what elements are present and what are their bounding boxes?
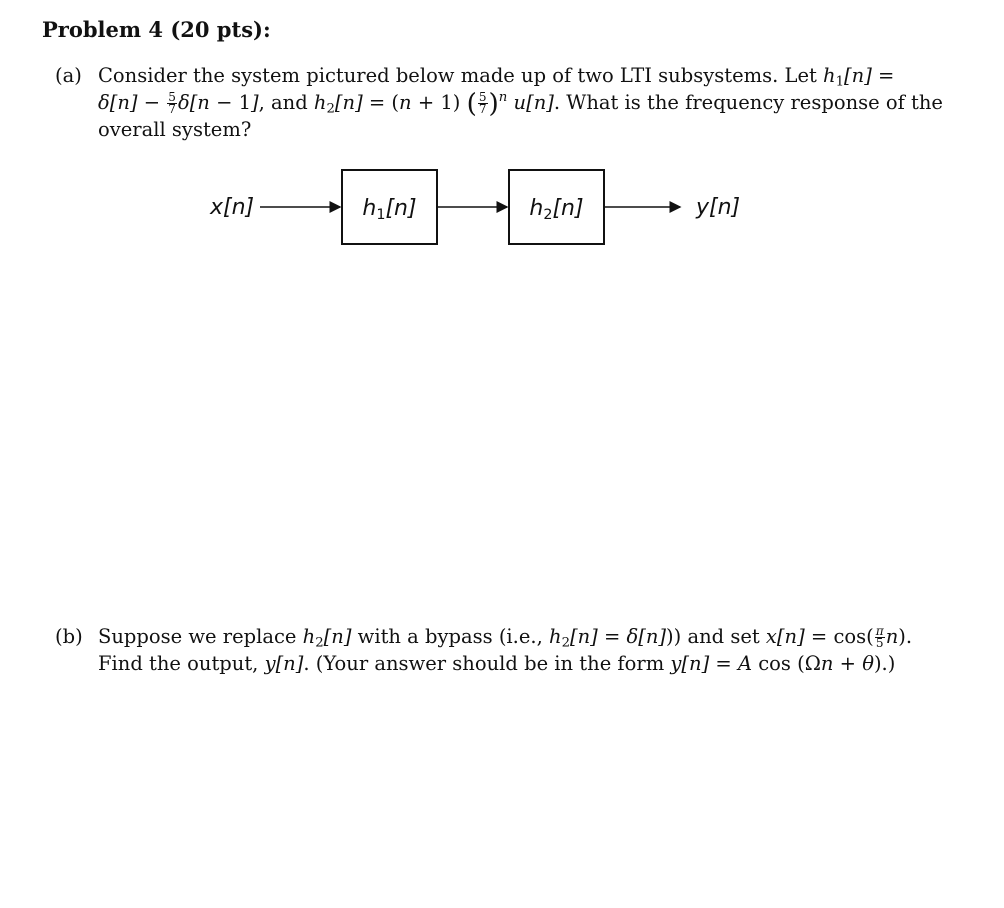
h1-definition: δ[n] − $\frac{5}{7}$ δ[n − 1] [98,89,259,116]
output-symbol: y[n] [264,652,304,675]
problem-title: Problem 4 (20 pts): [42,17,271,42]
part-a-line-3: overall system? [98,118,252,141]
input-signal-label: x[n] [210,195,255,220]
answer-form-equation: y[n] = A cos (Ωn + θ).) [670,652,896,675]
system-block-diagram [190,160,790,260]
input-equation: x[n] = cos( $\frac{\pi}{5}$ n). [765,623,913,650]
part-a-line-1 [98,62,908,89]
part-a-line-2 [98,89,943,120]
h2-block-label: $h_2[n]$ [529,196,584,223]
bypass-equation: $h_2[n] = \delta[n]$ [549,625,667,651]
part-a-label: (a) [55,64,82,87]
h2-definition: $h_2[n] = (n + 1)$ ( $\frac{5}{7}$ )$^n$ u[n] [313,89,554,120]
output-signal-label: y[n] [696,195,741,220]
equals-sign: = [878,64,895,87]
h1-symbol: $h_1[n]$ [823,64,872,90]
part-a-question-text: . What is the frequency response of the [553,91,943,114]
part-b-line-2: Find the output, y[n]. (Your answer should be in the form y[n] = A cos (Ωn + θ).) [98,652,896,675]
h1-block [341,169,438,245]
part-b-body [98,623,913,677]
h2-block [508,169,605,245]
h1-block-label: $h_1[n]$ [362,196,417,223]
part-b-label: (b) [55,625,83,648]
part-a-and-text: , and [258,91,314,114]
part-a-body [98,62,943,143]
part-a-intro-text: Consider the system pictured below made up of two LTI subsystems. Let [98,64,824,87]
h2-symbol: $h_2[n]$ [302,625,352,651]
part-b-line-1: Suppose we replace $h_2[n]$ with a bypass (i.e., $h_2[n] = \delta[n]$)) and set x[n] = cos( $\frac{\pi}{5}$ n). [98,623,913,651]
